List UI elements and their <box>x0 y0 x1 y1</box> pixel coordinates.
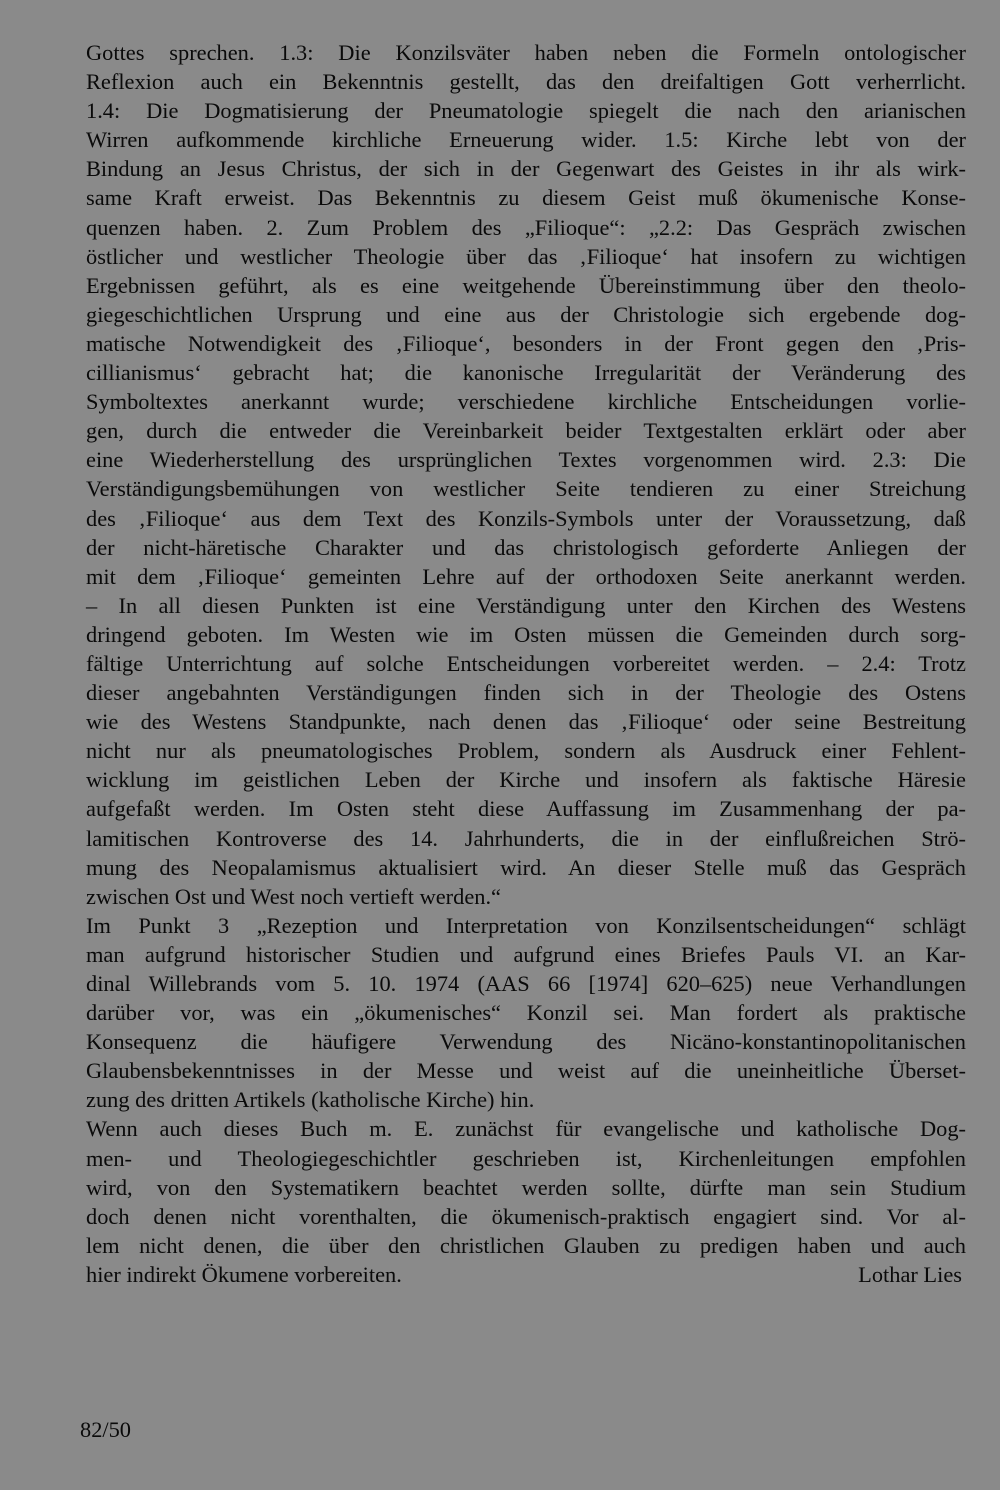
text-line: nicht nur als pneumatologisches Problem, sondern als Ausdruck einer Fehlent- <box>86 738 966 764</box>
text-line: der nicht-häretische Charakter und das christologisch geforderte Anliegen der <box>86 534 966 560</box>
text-line: Gottes sprechen. 1.3: Die Konzilsväter haben neben die Formeln ontologischer <box>86 40 966 65</box>
text-line: doch denen nicht vorenthalten, die ökumenisch-praktisch engagiert sind. Vor al- <box>86 1203 966 1229</box>
text-line: Ergebnissen geführt, als es eine weitgehende Übereinstimmung über den theolo- <box>86 272 966 298</box>
text-line: lamitischen Kontroverse des 14. Jahrhunderts, die in der einflußreichen Strö- <box>86 825 966 851</box>
text-line: eine Wiederherstellung des ursprünglichen Textes vorgenommen wird. 2.3: Die <box>86 447 966 473</box>
text-line: aufgefaßt werden. Im Osten steht diese Auffassung im Zusammenhang der pa- <box>86 796 966 822</box>
text-line: man aufgrund historischer Studien und aufgrund eines Briefes Pauls VI. an Kar- <box>86 941 966 967</box>
text-line: quenzen haben. 2. Zum Problem des „Filioque“: „2.2: Das Gespräch zwischen <box>86 214 966 240</box>
text-line: – In all diesen Punkten ist eine Verständigung unter den Kirchen des Westens <box>86 592 966 618</box>
text-line: dinal Willebrands vom 5. 10. 1974 (AAS 66 [1974] 620–625) neue Verhandlungen <box>86 971 966 996</box>
text-line: fältige Unterrichtung auf solche Entscheidungen vorbereitet werden. – 2.4: Trotz <box>86 650 966 676</box>
author-name: Lothar Lies <box>858 1261 962 1287</box>
text-line: Im Punkt 3 „Rezeption und Interpretation von Konzilsentscheidungen“ schlägt <box>86 912 966 938</box>
text-line: darüber vor, was ein „ökumenisches“ Konzil sei. Man fordert als praktische <box>86 1000 966 1026</box>
text-line: mung des Neopalamismus aktualisiert wird. An dieser Stelle muß das Gespräch <box>86 854 966 880</box>
text-line: zwischen Ost und West noch vertieft werden.“ <box>86 883 501 909</box>
text-line: östlicher und westlicher Theologie über das ‚Filioque‘ hat insofern zu wichtigen <box>86 243 966 269</box>
text-line: 1.4: Die Dogmatisierung der Pneumatologie spiegelt die nach den arianischen <box>86 98 966 124</box>
text-line: Bindung an Jesus Christus, der sich in der Gegenwart des Geistes in ihr als wirk- <box>86 156 966 182</box>
text-line: wird, von den Systematikern beachtet werden sollte, dürfte man sein Studium <box>86 1174 966 1200</box>
text-line: lem nicht denen, die über den christlichen Glauben zu predigen haben und auch <box>86 1232 966 1258</box>
text-line: cillianismus‘ gebracht hat; die kanonische Irregularität der Veränderung des <box>86 360 966 386</box>
text-line: dieser angebahnten Verständigungen finden sich in der Theologie des Ostens <box>86 680 966 706</box>
text-line: wie des Westens Standpunkte, nach denen das ‚Filioque‘ oder seine Bestreitung <box>86 709 966 735</box>
text-line: Wenn auch dieses Buch m. E. zunächst für evangelische und katholische Dog- <box>86 1116 966 1142</box>
text-line: Symboltextes anerkannt wurde; verschiedene kirchliche Entscheidungen vorlie- <box>86 389 966 415</box>
text-line: Konsequenz die häufigere Verwendung des Nicäno-konstantinopolitanischen <box>86 1029 966 1055</box>
text-line: wicklung im geistlichen Leben der Kirche und insofern als faktische Häresie <box>86 767 966 793</box>
text-line: matische Notwendigkeit des ‚Filioque‘, besonders in der Front gegen den ‚Pris- <box>86 330 966 356</box>
text-line: gen, durch die entweder die Vereinbarkeit beider Textgestalten erklärt oder aber <box>86 418 966 444</box>
signature-line <box>86 1260 966 1289</box>
text-line: men- und Theologiegeschichtler geschrieben ist, Kirchenleitungen empfohlen <box>86 1145 966 1171</box>
text-line: giegeschichtlichen Ursprung und eine aus der Christologie sich ergebende dog- <box>86 301 966 327</box>
text-line: dringend geboten. Im Westen wie im Osten müssen die Gemeinden durch sorg- <box>86 621 966 647</box>
closing-text: hier indirekt Ökumene vorbereiten. <box>86 1261 402 1287</box>
page-number: 82/50 <box>80 1417 132 1442</box>
body-text <box>86 38 966 1289</box>
text-line: Glaubensbekenntnisses in der Messe und weist auf die uneinheitliche Überset- <box>86 1058 966 1084</box>
text-line: des ‚Filioque‘ aus dem Text des Konzils-Symbols unter der Voraussetzung, daß <box>86 505 966 531</box>
text-line: Reflexion auch ein Bekenntnis gestellt, das den dreifaltigen Gott verherrlicht. <box>86 69 966 95</box>
text-line: same Kraft erweist. Das Bekenntnis zu diesem Geist muß ökumenische Konse- <box>86 185 966 211</box>
text-line: zung des dritten Artikels (katholische Kirche) hin. <box>86 1087 535 1113</box>
text-line: Verständigungsbemühungen von westlicher Seite tendieren zu einer Streichung <box>86 476 966 502</box>
text-line: Wirren aufkommende kirchliche Erneuerung wider. 1.5: Kirche lebt von der <box>86 127 966 153</box>
text-line: mit dem ‚Filioque‘ gemeinten Lehre auf der orthodoxen Seite anerkannt werden. <box>86 563 966 589</box>
